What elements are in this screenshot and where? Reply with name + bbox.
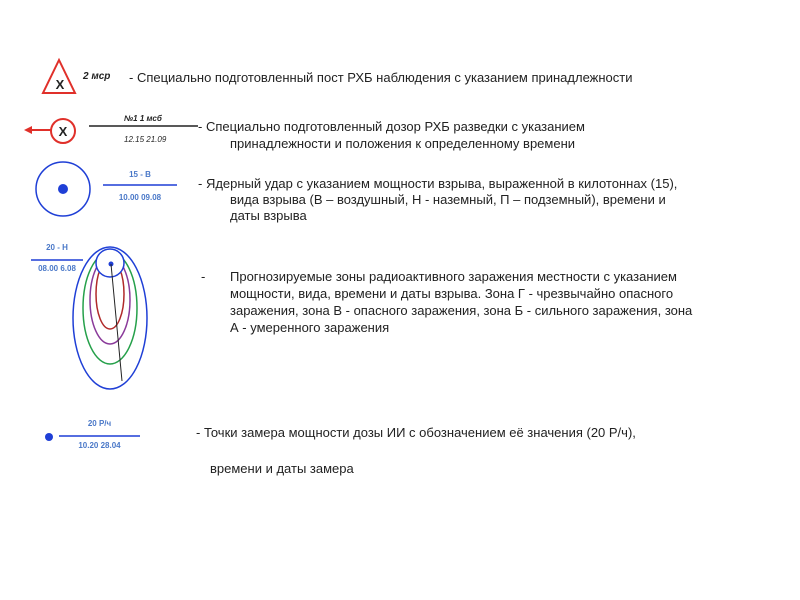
dose-description-line-2: времени и даты замера (210, 461, 354, 476)
nuclear-description-line-1: - Ядерный удар с указанием мощности взрыва, выраженной в килотоннах (15), (198, 176, 678, 191)
dose-bottom-label: 10.20 28.04 (78, 441, 121, 450)
nuclear-center-dot-icon (58, 184, 68, 194)
nuclear-top-label: 15 - В (129, 170, 151, 179)
dose-top-label: 20 Р/ч (87, 419, 112, 428)
patrol-arrow-head-icon (24, 126, 32, 134)
nuclear-description-line-3: даты взрыва (230, 208, 307, 223)
dose-description-line-1: - Точки замера мощности дозы ИИ с обозначением её значения (20 Р/ч), (196, 425, 636, 440)
patrol-description-line-1: - Специально подготовленный дозор РХБ разведки с указанием (198, 119, 585, 134)
nuclear-bottom-label: 10.00 09.08 (118, 193, 162, 202)
post-letter: Х (55, 77, 65, 92)
nuclear-description-line-2: вида взрыва (В – воздушный, Н - наземный, П – подземный), времени и (230, 192, 666, 207)
patrol-top-label: №1 1 мсб (124, 114, 162, 123)
zone-description-line-1: Прогнозируемые зоны радиоактивного заражения местности с указанием (230, 269, 677, 284)
zone-description-line-2: мощности, вида, времени и даты взрыва. Зона Г - чрезвычайно опасного (230, 286, 674, 301)
post-unit-label: 2 мср (83, 71, 111, 82)
zone-bottom-label: 08.00 6.08 (38, 264, 76, 273)
zone-bullet: - (201, 269, 206, 284)
patrol-bottom-label: 12.15 21.09 (124, 135, 167, 144)
post-description: - Специально подготовленный пост РХБ наблюдения с указанием принадлежности (129, 70, 633, 85)
dose-point-dot-icon (45, 433, 53, 441)
zone-description-line-4: А - умеренного заражения (230, 320, 390, 335)
patrol-description-line-2: принадлежности и положения к определенному времени (230, 136, 576, 151)
zone-top-label: 20 - Н (46, 243, 68, 252)
patrol-letter: Х (58, 124, 68, 139)
zone-description-line-3: заражения, зона В - опасного заражения, зона Б - сильного заражения, зона (230, 303, 693, 318)
